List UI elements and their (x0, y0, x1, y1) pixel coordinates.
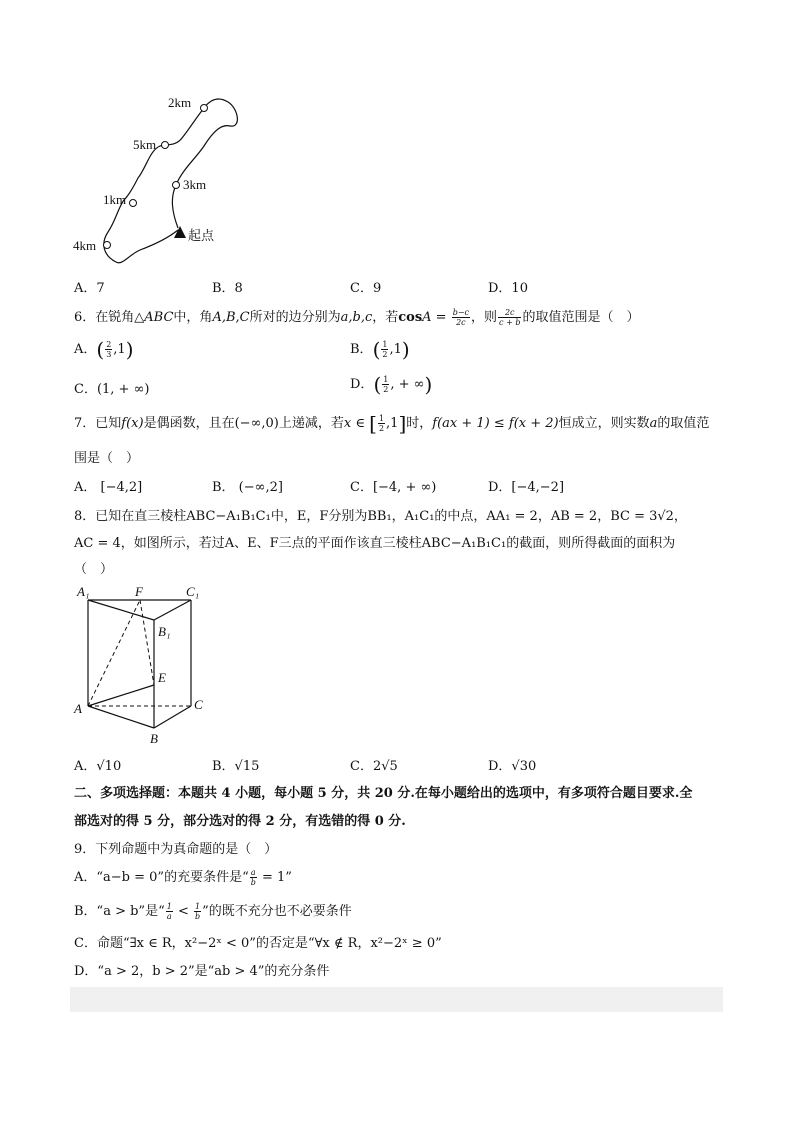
q6-option-b[interactable]: B．( $\frac{1}{2}$ ,1) (350, 337, 410, 362)
q6-number: 6． (74, 310, 96, 325)
marker-1km (130, 200, 137, 207)
marker-4km (104, 242, 111, 249)
q6-sides: a,b,c (340, 310, 373, 325)
q8-option-d[interactable]: D．√30 (488, 759, 537, 774)
q5-option-c[interactable]: C．9 (350, 281, 382, 296)
label-1km: 1km (103, 192, 127, 207)
q8-option-a[interactable]: A．√10 (74, 759, 122, 774)
edge-a-b (88, 706, 154, 728)
q7-option-c[interactable]: C．[−4, + ∞) (350, 480, 437, 495)
q6-option-d[interactable]: D．( $\frac{1}{2}$ , + ∞) (350, 372, 433, 397)
q7-option-b[interactable]: B． (−∞,2] (212, 480, 283, 495)
marker-5km (162, 142, 169, 149)
q6-cos: cos (398, 310, 423, 325)
q8-stem-line1: 8．已知在直三棱柱ABC−A₁B₁C₁中，E，F分别为BB₁，A₁C₁的中点，AA₁ = 2，AB = 2，BC = 3√2， (74, 509, 687, 524)
label-e: E (158, 670, 166, 685)
route-path (104, 99, 238, 263)
q5-option-b[interactable]: B．8 (212, 281, 243, 296)
q7-option-d[interactable]: D．[−4,−2] (488, 480, 565, 495)
prism-figure (70, 582, 220, 747)
label-start: 起点 (188, 228, 215, 243)
edge-b1-c1 (154, 600, 191, 620)
q8-option-b[interactable]: B．√15 (212, 759, 260, 774)
label-b1: B₁ (158, 624, 171, 639)
q9-option-b[interactable]: B．“a > b”是“ $\frac{1}{a}$ < $\frac{1}{b}$ ”的既不充分也不必要条件 (74, 902, 352, 921)
route-map-figure (60, 88, 260, 273)
label-f: F (135, 584, 143, 599)
line-f-e-hidden (140, 600, 154, 685)
label-5km: 5km (133, 137, 157, 152)
bottom-gray-bar (70, 987, 723, 1012)
label-3km: 3km (183, 177, 207, 192)
q9-stem: 9．下列命题中为真命题的是（ ） (74, 842, 278, 857)
label-2km: 2km (168, 95, 192, 110)
q6-text: ，则 (471, 310, 498, 325)
marker-3km (173, 182, 180, 189)
label-a1: A₁ (77, 584, 90, 599)
q7-option-a[interactable]: A． [−4,2] (74, 480, 143, 495)
label-a: A (74, 701, 82, 716)
q6-angles: A,B,C (212, 310, 250, 325)
line-a-e (88, 685, 154, 706)
section2-heading-line1: 二、多项选择题：本题共 4 小题，每小题 5 分，共 20 分.在每小题给出的选项中，有多项符合题目要求.全 (74, 786, 693, 801)
q6-stem (74, 306, 639, 327)
q6-text: 的取值范围是（ ） (522, 310, 640, 325)
q5-option-d[interactable]: D．10 (488, 281, 528, 296)
edge-b-c (154, 706, 191, 728)
q9-option-a[interactable]: A．“a−b = 0”的充要条件是“ $\frac{a}{b}$ = 1” (74, 868, 292, 887)
section2-heading-line2: 部选对的得 5 分，部分选对的得 2 分，有选错的得 0 分. (74, 814, 406, 829)
q6-text: 在锐角△ (95, 310, 145, 325)
q6-option-a[interactable]: A．( $\frac{2}{3}$ ,1) (74, 337, 134, 362)
line-a-f-hidden (88, 600, 140, 706)
q9-option-c[interactable]: C．命题“∃x ∈ R，x²−2ˣ < 0”的否定是“∀x ∉ R，x²−2ˣ ≥ 0” (74, 936, 442, 951)
q6-option-c[interactable]: C．(1, + ∞) (74, 382, 150, 397)
q6-text: 中，角 (173, 310, 213, 325)
marker-2km (201, 105, 208, 112)
label-c: C (194, 697, 203, 712)
label-4km: 4km (73, 238, 97, 253)
q5-option-a[interactable]: A．7 (74, 281, 105, 296)
q8-stem-line3: （ ） (74, 562, 114, 577)
label-c1: C₁ (186, 584, 200, 599)
q9-option-d[interactable]: D．“a > 2，b > 2”是“ab > 4”的充分条件 (74, 964, 330, 979)
q7-stem-line2: 围是（ ） (74, 451, 140, 466)
q6-text: 所对的边分别为 (249, 310, 341, 325)
edge-a1-b1 (88, 600, 154, 620)
label-b: B (150, 731, 158, 746)
q7-stem-line1: 7．已知f(x)是偶函数，且在(−∞,0)上递减，若x ∈ [ $\frac{1}{2}$ ,1]时，f(ax + 1) ≤ f(x + 2)恒成立，则实数a的取值范 (74, 411, 710, 436)
q6-cos-angle: A (422, 310, 432, 325)
q6-fraction-2: $\frac{2c}{c + b}$ (499, 308, 521, 327)
q6-eq: = (431, 310, 451, 325)
q6-triangle: ABC (144, 310, 174, 325)
q8-option-c[interactable]: C．2√5 (350, 759, 398, 774)
q6-text: ，若 (372, 310, 399, 325)
q6-fraction-1: $\frac{b-c}{2c}$ (452, 308, 470, 327)
q8-stem-line2: AC = 4，如图所示，若过A、E、F三点的平面作该直三棱柱ABC−A₁B₁C₁的截面，则所得截面的面积为 (74, 536, 676, 551)
